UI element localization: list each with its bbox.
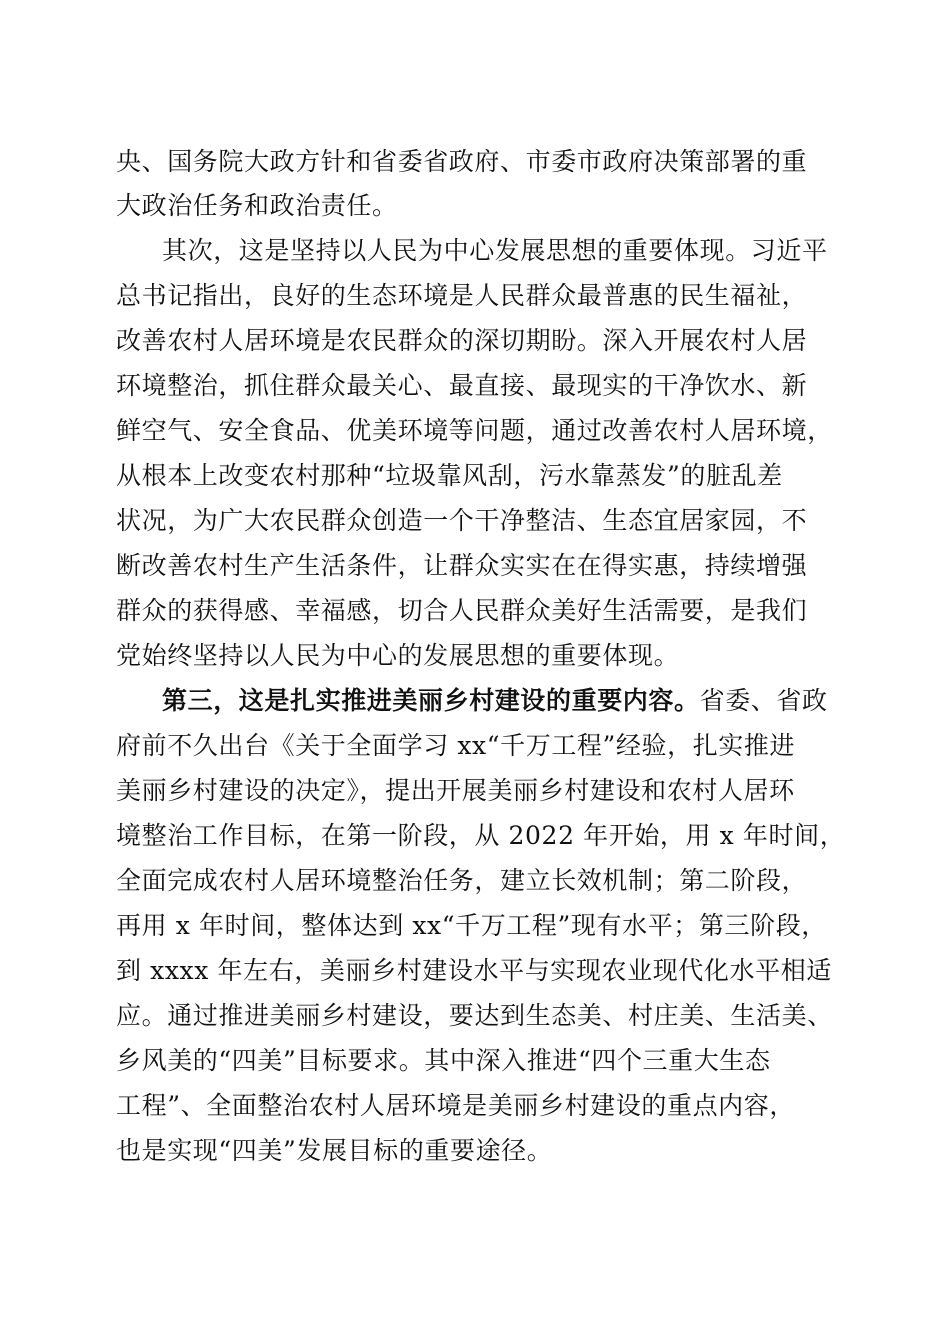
text-line: 工程”、全面整治农村人居环境是美丽乡村建设的重点内容， — [116, 1091, 795, 1120]
text-line: 美丽乡村建设的决定》，提出开展美丽乡村建设和农村人居环 — [116, 776, 795, 805]
text-line: 党始终坚持以人民为中心的发展思想的重要体现。 — [116, 641, 680, 670]
text-line: 群众的获得感、幸福感，切合人民群众美好生活需要，是我们 — [116, 596, 808, 625]
text-line: 鲜空气、安全食品、优美环境等问题，通过改善农村人居环境， — [116, 416, 833, 445]
text-line: 从根本上改变农村那种“垃圾靠风刮，污水靠蒸发”的脏乱差 — [116, 461, 783, 490]
text-line: 应。通过推进美丽乡村建设，要达到生态美、村庄美、生活美、 — [116, 1001, 833, 1030]
text-line: 环境整治，抓住群众最关心、最直接、最现实的干净饮水、新 — [116, 371, 808, 400]
text-line: 到 xxxx 年左右，美丽乡村建设水平与实现农业现代化水平相适 — [116, 956, 832, 985]
text-line: 状况，为广大农民群众创造一个干净整洁、生态宜居家园，不 — [116, 506, 808, 535]
text-line: 全面完成农村人居环境整治任务，建立长效机制；第二阶段， — [116, 866, 808, 895]
text-line: 改善农村人居环境是农民群众的深切期盼。深入开展农村人居 — [116, 326, 808, 355]
text-line: 府前不久出台《关于全面学习 xx“千万工程”经验，扎实推进 — [116, 731, 796, 760]
paragraph-first-line: 其次，这是坚持以人民为中心发展思想的重要体现。习近平 — [162, 236, 828, 265]
section-heading: 第三，这是扎实推进美丽乡村建设的重要内容。 — [162, 686, 700, 715]
text-line: 总书记指出，良好的生态环境是人民群众最普惠的民生福祉， — [116, 281, 808, 310]
paragraph-text: 省委、省政 — [699, 686, 828, 715]
paragraph-first-line — [162, 681, 836, 721]
text-line: 境整治工作目标，在第一阶段，从 2022 年开始，用 x 年时间， — [116, 821, 846, 850]
text-line: 央、国务院大政方针和省委省政府、市委市政府决策部署的重 — [116, 147, 808, 176]
text-line: 乡风美的“四美”目标要求。其中深入推进“四个三重大生态 — [116, 1046, 771, 1075]
text-line: 也是实现“四美”发展目标的重要途径。 — [116, 1136, 553, 1165]
text-line: 大政治任务和政治责任。 — [116, 191, 398, 220]
text-line: 断改善农村生产生活条件，让群众实实在在得实惠，持续增强 — [116, 551, 808, 580]
text-line: 再用 x 年时间，整体达到 xx“千万工程”现有水平；第三阶段， — [116, 911, 827, 940]
